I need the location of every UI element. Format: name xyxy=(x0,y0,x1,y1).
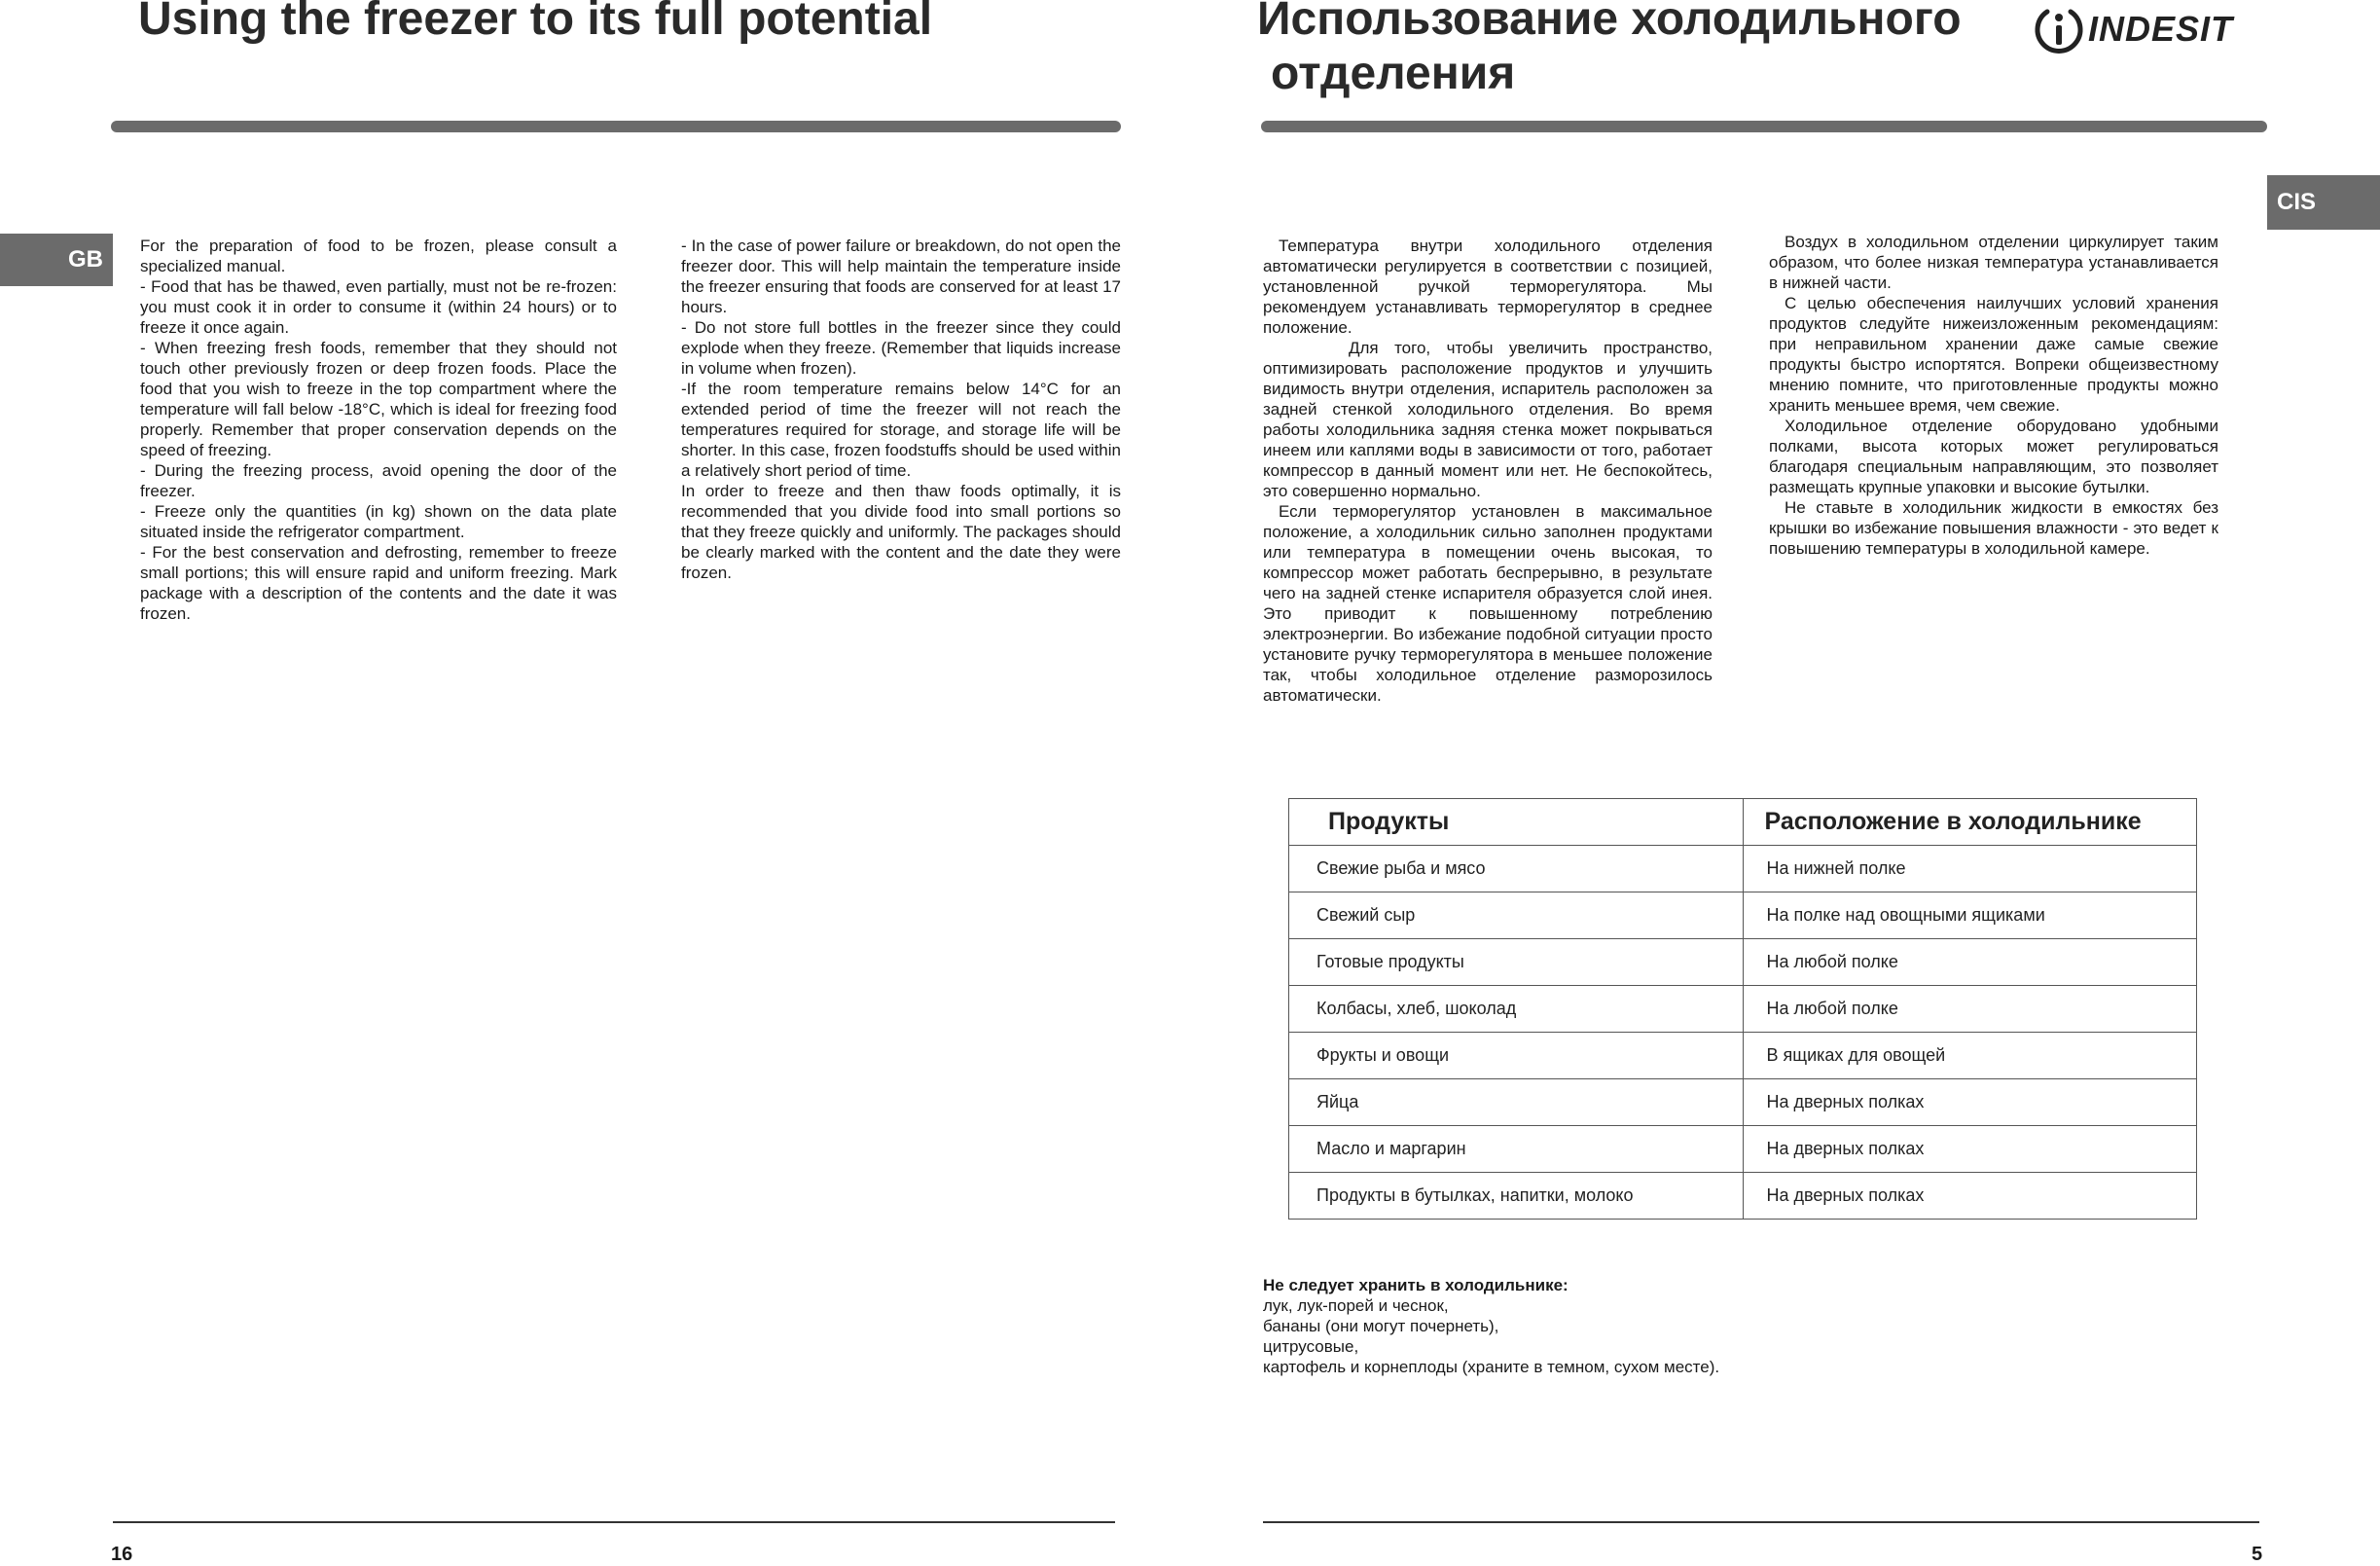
list-item: бананы (они могут почернеть), xyxy=(1263,1317,1499,1335)
paragraph: In order to freeze and then thaw foods optimally, it is recommended that you divide food into small portions so that they freeze quickly and uniformly. The packages should be clearly marked with the content and the date they were frozen. xyxy=(681,482,1121,582)
table-cell-product: Яйца xyxy=(1289,1079,1744,1126)
paragraph: - In the case of power failure or breakdown, do not open the freezer door. This will help maintain the temperature inside the freezer ensuring that foods are conserved for at least 17 hours. xyxy=(681,237,1121,316)
page-number-right: 5 xyxy=(2252,1544,2263,1565)
paragraph: - Freeze only the quantities (in kg) shown on the data plate situated inside the refrigerator compartment. xyxy=(140,502,617,541)
table-cell-location: В ящиках для овощей xyxy=(1743,1033,2197,1079)
table-row xyxy=(1289,1173,2197,1220)
table-cell-location: На любой полке xyxy=(1743,939,2197,986)
page-title-ru-line1: Использование холодильного xyxy=(1257,0,1962,45)
table-cell-product: Фрукты и овощи xyxy=(1289,1033,1744,1079)
do-not-store-heading: Не следует хранить в холодильнике: xyxy=(1263,1276,1569,1294)
language-tab-cis: CIS xyxy=(2267,175,2380,230)
paragraph: -If the room temperature remains below 14°C for an extended period of time the freezer will not reach the temperatures required for storage, and storage life will be shorter. In this case, frozen foodstuffs should be used within a relatively short period of time. xyxy=(681,380,1121,480)
paragraph: Температура внутри холодильного отделения автоматически регулируется в соответствии с позицией, установленной ручкой терморегулятора. Мы рекомендуем устанавливать терморегулятор в среднее положение. xyxy=(1263,237,1713,337)
table-header-location: Расположение в холодильнике xyxy=(1743,799,2197,846)
table-cell-product: Свежие рыба и мясо xyxy=(1289,846,1744,892)
table-header-row xyxy=(1289,799,2197,846)
table-cell-location: На нижней полке xyxy=(1743,846,2197,892)
brand-name: INDESIT xyxy=(2088,9,2234,49)
table-header-products: Продукты xyxy=(1289,799,1744,846)
page-title-ru xyxy=(1257,0,1962,101)
paragraph: - During the freezing process, avoid opening the door of the freezer. xyxy=(140,461,617,500)
right-column-2 xyxy=(1769,232,2218,559)
paragraph: - Food that has be thawed, even partially, must not be re-frozen: you must cook it in order to consume it (within 24 hours) or to freeze it once again. xyxy=(140,277,617,337)
page-number-left: 16 xyxy=(111,1544,133,1565)
table-cell-location: На дверных полках xyxy=(1743,1079,2197,1126)
language-tab-gb: GB xyxy=(0,234,113,286)
table-cell-product: Продукты в бутылках, напитки, молоко xyxy=(1289,1173,1744,1220)
do-not-store-list xyxy=(1263,1275,1730,1377)
title-rule-right xyxy=(1261,121,2267,132)
table-row xyxy=(1289,1079,2197,1126)
paragraph: Не ставьте в холодильник жидкости в емкостях без крышки во избежание повышения влажности - это ведет к повышению температуры в холодильной камере. xyxy=(1769,498,2218,558)
list-item: лук, лук-порей и чеснок, xyxy=(1263,1296,1449,1315)
page-title-ru-line2: отделения xyxy=(1271,48,1516,99)
paragraph: - Do not store full bottles in the freezer since they could explode when they freeze. (Remember that liquids increase in volume when frozen). xyxy=(681,318,1121,378)
list-item: цитрусовые, xyxy=(1263,1337,1359,1356)
paragraph: С целью обеспечения наилучших условий хранения продуктов следуйте нижеизложенным рекомендациям: при неправильном хранении даже самые свежие продукты быстро испортятся. Вопреки общеизвестному мнению помните, что приготовленные продукты можно хранить меньшее время, чем свежие. xyxy=(1769,294,2218,415)
table-cell-location: На любой полке xyxy=(1743,986,2197,1033)
table-cell-location: На дверных полках xyxy=(1743,1173,2197,1220)
table-cell-product: Готовые продукты xyxy=(1289,939,1744,986)
brand-logo xyxy=(2034,2,2233,56)
left-column-1 xyxy=(140,236,617,624)
paragraph: - For the best conservation and defrosting, remember to freeze small portions; this will ensure rapid and uniform freezing. Mark package with a description of the contents and the date it was frozen. xyxy=(140,543,617,623)
table-row xyxy=(1289,1126,2197,1173)
page-title-en: Using the freezer to its full potential xyxy=(138,0,933,45)
paragraph: For the preparation of food to be frozen, please consult a specialized manual. xyxy=(140,237,617,275)
table-cell-location: На полке над овощными ящиками xyxy=(1743,892,2197,939)
table-row xyxy=(1289,846,2197,892)
left-column-2 xyxy=(681,236,1121,583)
table-cell-product: Масло и маргарин xyxy=(1289,1126,1744,1173)
table-row xyxy=(1289,1033,2197,1079)
paragraph: Воздух в холодильном отделении циркулирует таким образом, что более низкая температура устанавливается в нижней части. xyxy=(1769,233,2218,292)
storage-table xyxy=(1288,798,2197,1220)
footer-rule-left xyxy=(113,1521,1115,1523)
right-column-1 xyxy=(1263,236,1713,706)
indesit-logo-icon xyxy=(2034,4,2084,55)
table-row xyxy=(1289,892,2197,939)
table-cell-location: На дверных полках xyxy=(1743,1126,2197,1173)
table-row xyxy=(1289,939,2197,986)
paragraph: Для того, чтобы увеличить пространство, оптимизировать расположение продуктов и улучшить видимость внутри отделения, испаритель расположен за задней стенкой холодильного отделения. Во время работы холодильника задняя стенка может покрываться инеем или каплями воды в зависимости от того, работает компрессор в данный момент или нет. Не беспокойтесь, это совершенно нормально. xyxy=(1263,339,1713,500)
list-item: картофель и корнеплоды (храните в темном, сухом месте). xyxy=(1263,1358,1720,1376)
title-rule-left xyxy=(111,121,1121,132)
paragraph: - When freezing fresh foods, remember that they should not touch other previously frozen or deep frozen foods. Place the food that you wish to freeze in the top compartment where the temperature will fall below -18°C, which is ideal for freezing food properly. Remember that proper conservation depends on the speed of freezing. xyxy=(140,339,617,459)
paragraph: Если терморегулятор установлен в максимальное положение, а холодильник сильно заполнен продуктами или температура в помещении очень высокая, то компрессор может работать беспрерывно, в результате чего на задней стенке испарителя образуется слой инея. Это приводит к повышенному потреблению электроэнергии. Во избежание подобной ситуации просто установите ручку терморегулятора в меньшее положение так, чтобы холодильное отделение разморозилось автоматически. xyxy=(1263,502,1713,705)
table-cell-product: Свежий сыр xyxy=(1289,892,1744,939)
table-row xyxy=(1289,986,2197,1033)
table-cell-product: Колбасы, хлеб, шоколад xyxy=(1289,986,1744,1033)
paragraph: Холодильное отделение оборудовано удобными полками, высота которых может регулироваться благодаря специальным направляющим, это позволяет размещать крупные упаковки и высокие бутылки. xyxy=(1769,417,2218,496)
footer-rule-right xyxy=(1263,1521,2259,1523)
